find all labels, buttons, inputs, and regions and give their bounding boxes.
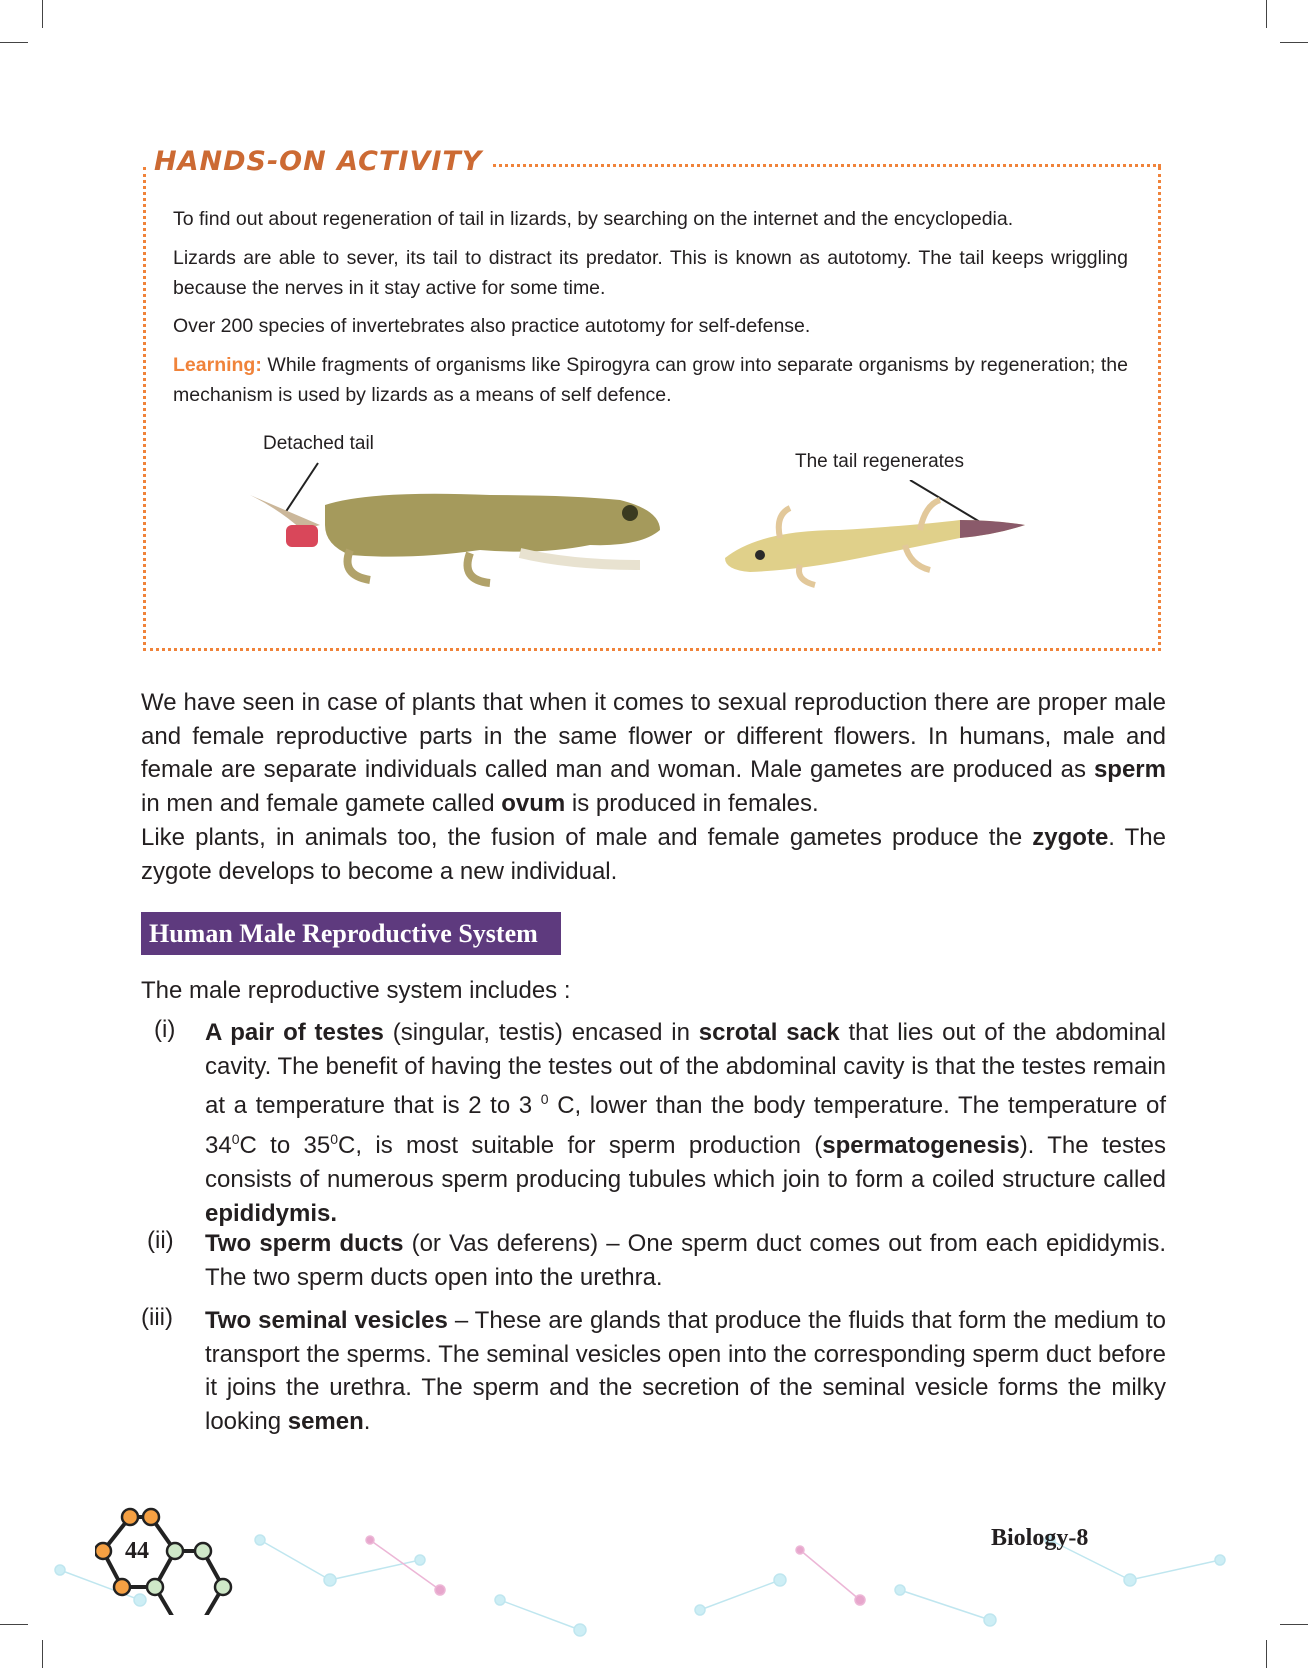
text: We have seen in case of plants that when it comes to sexual reproduction there are proper male and female reproductive parts in the same flower or different flowers. In humans, male and female are separate individuals called man and woman. Male gametes are produced as bbox=[141, 689, 1166, 784]
term: scrotal sack bbox=[698, 1019, 840, 1046]
body-paragraph bbox=[141, 686, 1166, 821]
activity-paragraph: Lizards are able to sever, its tail to distract its predator. This is known as autotomy. The tail keeps wriggling because the nerves in it stay active for some time. bbox=[173, 247, 1128, 299]
text: that lies out of the abdominal cavity. The benefit of having the testes out of the abdominal cavity is that the testes remain at a temperature that is 2 to 3 bbox=[205, 1019, 1166, 1120]
degree: 0 bbox=[330, 1131, 339, 1148]
term: semen bbox=[287, 1408, 364, 1436]
activity-box-top-border bbox=[446, 164, 1161, 167]
crop-mark bbox=[1266, 0, 1267, 28]
text: C to 35 bbox=[239, 1132, 331, 1160]
learning-text: While fragments of organisms like Spirogyra can grow into separate organisms by regeneration; the mechanism is used by lizards as a means of self defence. bbox=[173, 354, 1128, 406]
list-item bbox=[205, 1016, 1166, 1230]
degree: 0 bbox=[231, 1131, 240, 1148]
term-zygote: zygote bbox=[1032, 824, 1109, 851]
hexagon-molecule-icon bbox=[95, 1505, 240, 1615]
caption-tail-regenerates: The tail regenerates bbox=[795, 451, 964, 472]
crop-mark bbox=[42, 0, 43, 28]
text: (or Vas deferens) – One sperm duct comes out from each epididymis. The two sperm ducts open into the urethra. bbox=[205, 1230, 1166, 1291]
activity-paragraph: To find out about regeneration of tail in lizards, by searching on the internet and the encyclopedia. bbox=[173, 208, 1014, 230]
term: spermatogenesis bbox=[822, 1132, 1020, 1160]
text: ). The testes consists of numerous sperm producing tubules which join to form a coiled structure called bbox=[205, 1132, 1166, 1193]
text: C, is most suitable for sperm production ( bbox=[338, 1132, 823, 1160]
text: Like plants, in animals too, the fusion of male and female gametes produce the bbox=[141, 824, 1033, 851]
list-item bbox=[205, 1227, 1166, 1294]
term: Two seminal vesicles bbox=[205, 1307, 448, 1334]
activity-learning bbox=[173, 350, 1128, 410]
list-number: (i) bbox=[154, 1016, 176, 1043]
term-sperm: sperm bbox=[1093, 756, 1166, 784]
term: A pair of testes bbox=[205, 1019, 384, 1046]
page-number: 44 bbox=[125, 1538, 149, 1564]
text: . The zygote develops to become a new individual. bbox=[141, 824, 1166, 885]
term: epididymis. bbox=[205, 1199, 338, 1227]
text: (singular, testis) encased in bbox=[383, 1019, 699, 1046]
text: is produced in females. bbox=[565, 790, 819, 818]
text: C, lower than the body temperature. The temperature of 34 bbox=[205, 1092, 1166, 1160]
text: . bbox=[363, 1408, 371, 1436]
activity-title: HANDS-ON ACTIVITY bbox=[154, 146, 490, 177]
term: Two sperm ducts bbox=[205, 1230, 404, 1257]
body-paragraph bbox=[141, 821, 1166, 888]
book-title: Biology-8 bbox=[991, 1525, 1089, 1551]
activity-paragraph: Over 200 species of invertebrates also practice autotomy for self-defense. bbox=[173, 315, 811, 337]
degree: 0 bbox=[540, 1091, 549, 1108]
list-number: (ii) bbox=[147, 1227, 174, 1254]
text: in men and female gamete called bbox=[141, 790, 502, 818]
section-intro: The male reproductive system includes : bbox=[141, 977, 571, 1004]
caption-detached-tail: Detached tail bbox=[263, 433, 374, 454]
term-ovum: ovum bbox=[501, 790, 566, 818]
text: – These are glands that produce the fluids that form the medium to transport the sperms. The seminal vesicles open into the corresponding sperm duct before it joins the urethra. The sperm and the secretion of the seminal vesicle forms the milky looking bbox=[205, 1307, 1167, 1436]
lizard-detached-tail-image bbox=[240, 455, 680, 595]
list-item bbox=[205, 1304, 1166, 1439]
crop-mark bbox=[0, 42, 28, 43]
learning-label: Learning: bbox=[173, 354, 262, 376]
section-heading: Human Male Reproductive System bbox=[141, 912, 561, 955]
lizard-regenerated-tail-image bbox=[720, 480, 1040, 595]
list-number: (iii) bbox=[141, 1304, 173, 1331]
crop-mark bbox=[1280, 42, 1308, 43]
